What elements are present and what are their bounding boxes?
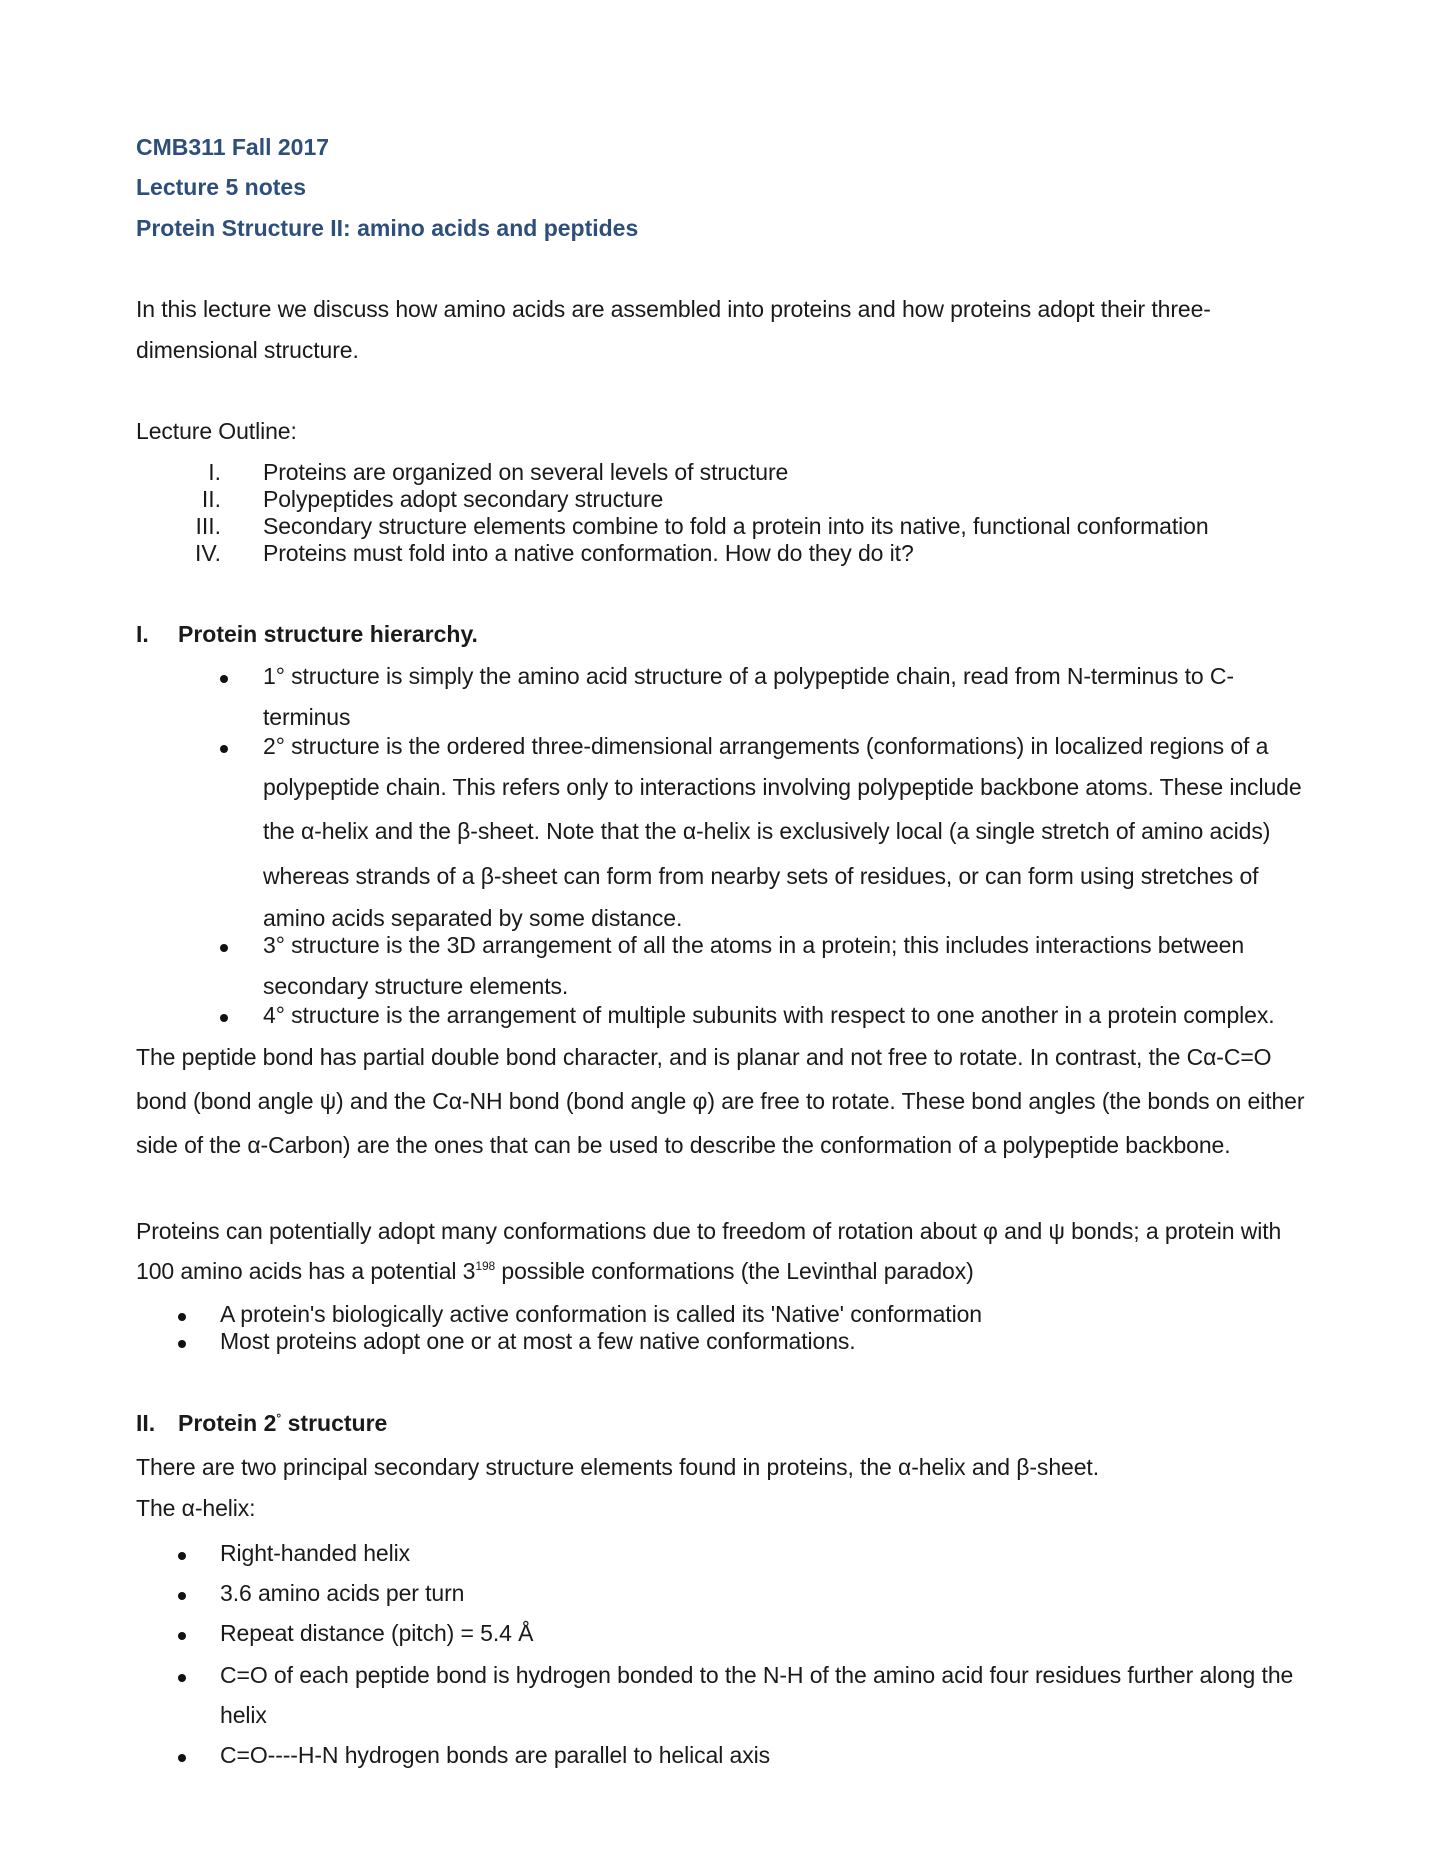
degree-mark: °: [276, 1411, 282, 1425]
bullet-text: polypeptide chain. This refers only to interactions involving polypeptide backbone atoms. These include: [263, 774, 1302, 800]
intro-line: dimensional structure.: [136, 337, 359, 363]
heading-text: Protein 2: [178, 1410, 277, 1436]
outline-number: I.: [208, 459, 221, 485]
course-title: CMB311 Fall 2017: [136, 134, 330, 160]
bullet-text: Right-handed helix: [220, 1540, 410, 1566]
outline-item: Proteins are organized on several levels of structure: [263, 459, 789, 485]
bullet-icon: [220, 1014, 228, 1022]
levinthal-text: possible conformations (the Levinthal paradox): [495, 1258, 974, 1284]
bullet-icon: [178, 1552, 186, 1560]
bullet-icon: [178, 1632, 186, 1640]
page-title: Protein Structure II: amino acids and peptides: [136, 215, 639, 241]
outline-item: Secondary structure elements combine to fold a protein into its native, functional conformation: [263, 513, 1209, 539]
outline-label: Lecture Outline:: [136, 418, 297, 444]
outline-number: III.: [195, 513, 221, 539]
bullet-text: C=O----H-N hydrogen bonds are parallel to helical axis: [220, 1742, 771, 1768]
bullet-text: secondary structure elements.: [263, 973, 569, 999]
section-heading: [178, 1410, 387, 1437]
bullet-text: 2° structure is the ordered three-dimensional arrangements (conformations) in localized regions of a: [263, 733, 1269, 759]
paragraph-line: side of the α-Carbon) are the ones that can be used to describe the conformation of a polypeptide backbone.: [136, 1132, 1231, 1158]
bullet-icon: [178, 1754, 186, 1762]
heading-text: structure: [281, 1410, 388, 1436]
paragraph-line: There are two principal secondary structure elements found in proteins, the α-helix and β-sheet.: [136, 1454, 1099, 1480]
paragraph-line: The peptide bond has partial double bond character, and is planar and not free to rotate. In contrast, the Cα-C=O: [136, 1044, 1272, 1070]
bullet-text: 1° structure is simply the amino acid structure of a polypeptide chain, read from N-terminus to C-: [263, 663, 1234, 689]
bullet-icon: [220, 675, 228, 683]
lecture-label: Lecture 5 notes: [136, 174, 306, 200]
bullet-icon: [220, 745, 228, 753]
paragraph-line: Proteins can potentially adopt many conformations due to freedom of rotation about φ and ψ bonds; a protein with: [136, 1218, 1282, 1244]
section-number: II.: [136, 1410, 156, 1436]
bullet-text: terminus: [263, 704, 351, 730]
exponent: 198: [475, 1259, 496, 1273]
bullet-text: C=O of each peptide bond is hydrogen bonded to the N-H of the amino acid four residues further along the: [220, 1662, 1294, 1688]
paragraph-line: bond (bond angle ψ) and the Cα-NH bond (bond angle φ) are free to rotate. These bond angles (the bonds on either: [136, 1088, 1305, 1114]
outline-number: II.: [201, 486, 221, 512]
bullet-text: Repeat distance (pitch) = 5.4 Å: [220, 1620, 534, 1646]
helix-label: The α-helix:: [136, 1495, 256, 1521]
bullet-text: A protein's biologically active conformation is called its 'Native' conformation: [220, 1301, 982, 1327]
intro-line: In this lecture we discuss how amino acids are assembled into proteins and how proteins adopt their three-: [136, 296, 1211, 322]
bullet-text: helix: [220, 1702, 267, 1728]
bullet-icon: [178, 1340, 186, 1348]
bullet-icon: [178, 1674, 186, 1682]
bullet-icon: [178, 1313, 186, 1321]
bullet-text: amino acids separated by some distance.: [263, 905, 683, 931]
bullet-text: Most proteins adopt one or at most a few native conformations.: [220, 1328, 856, 1354]
bullet-icon: [178, 1592, 186, 1600]
paragraph-line: [136, 1258, 974, 1285]
outline-item: Polypeptides adopt secondary structure: [263, 486, 664, 512]
section-number: I.: [136, 621, 149, 647]
section-heading: Protein structure hierarchy.: [178, 621, 478, 647]
bullet-text: 4° structure is the arrangement of multiple subunits with respect to one another in a protein complex.: [263, 1002, 1275, 1028]
levinthal-text: 100 amino acids has a potential 3: [136, 1258, 476, 1284]
outline-item: Proteins must fold into a native conformation. How do they do it?: [263, 540, 914, 566]
bullet-text: 3° structure is the 3D arrangement of all the atoms in a protein; this includes interactions between: [263, 932, 1245, 958]
bullet-icon: [220, 944, 228, 952]
outline-number: IV.: [194, 540, 221, 566]
bullet-text: whereas strands of a β-sheet can form from nearby sets of residues, or can form using stretches of: [263, 863, 1259, 889]
bullet-text: the α-helix and the β-sheet. Note that the α-helix is exclusively local (a single stretch of amino acids): [263, 818, 1271, 844]
bullet-text: 3.6 amino acids per turn: [220, 1580, 465, 1606]
